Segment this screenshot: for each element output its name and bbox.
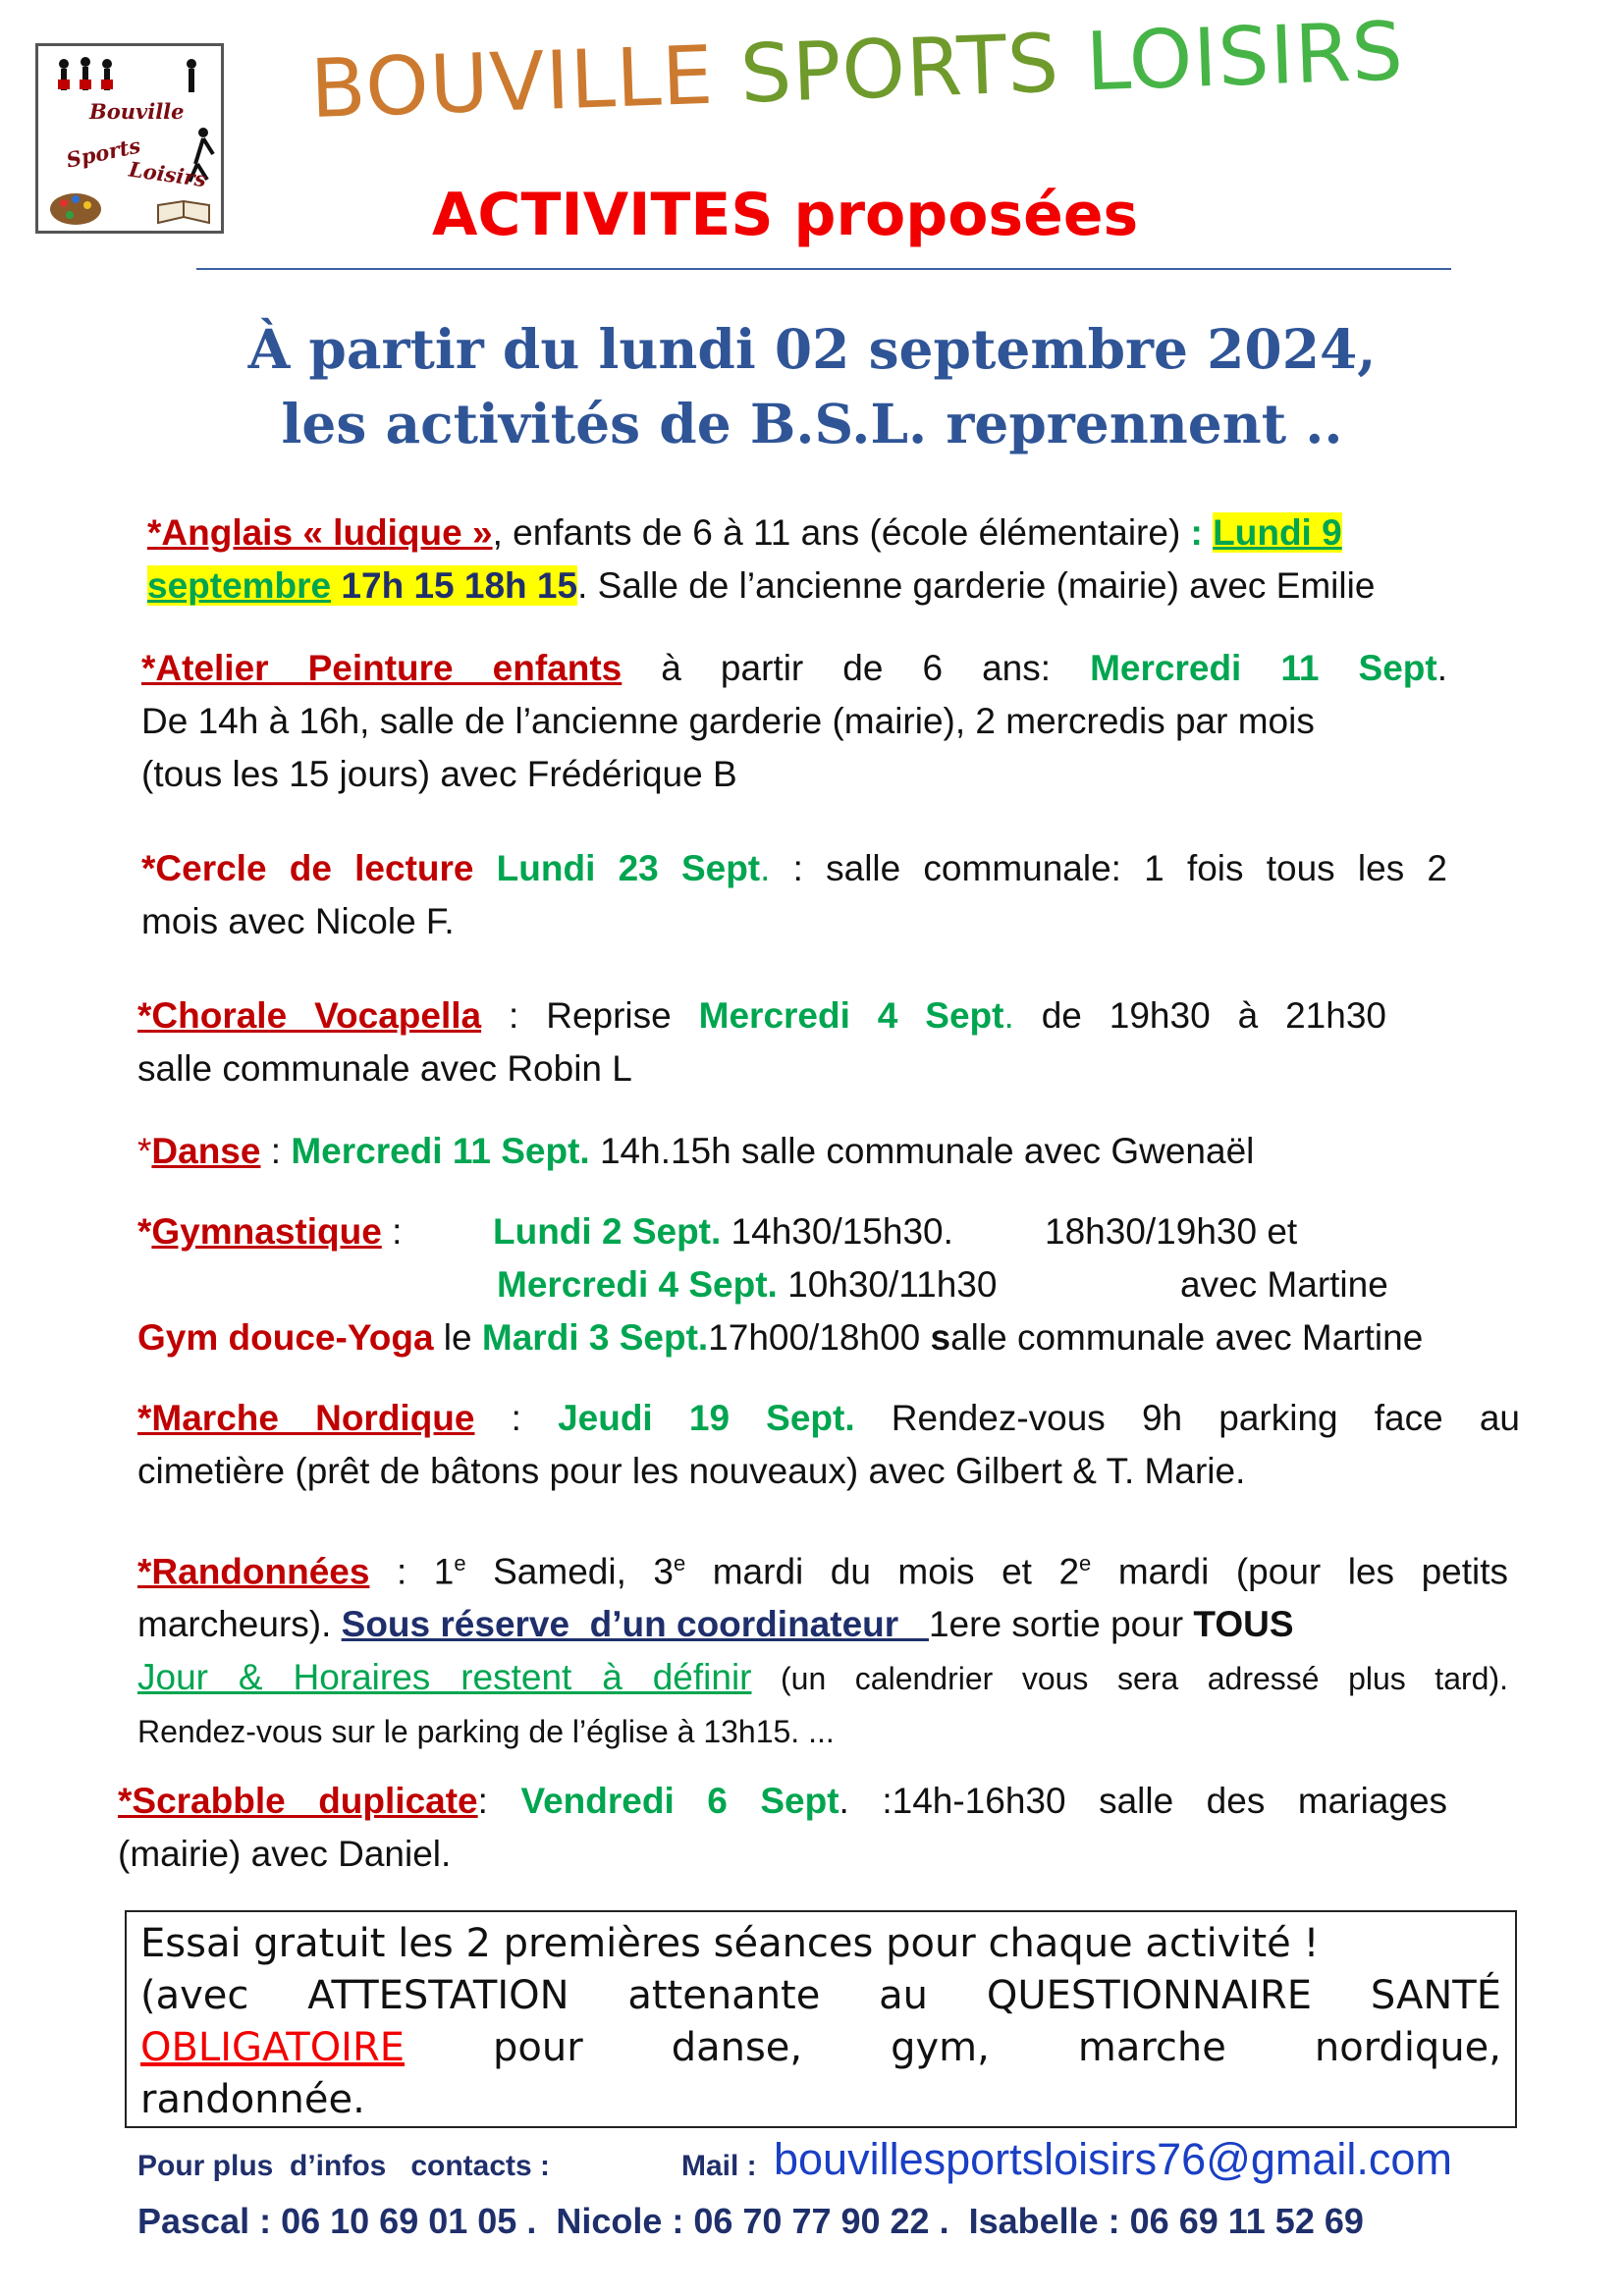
activity-colon: :: [477, 1781, 521, 1821]
activity-colon: :: [474, 1398, 559, 1438]
activity-text: mardi du mois et 2: [685, 1551, 1080, 1592]
page-title: [309, 5, 1406, 136]
headline: [0, 312, 1624, 461]
superscript: e: [673, 1551, 686, 1575]
logo-line3: Loisirs: [127, 156, 208, 192]
header-divider: [196, 268, 1451, 270]
activity-colon: :: [260, 1131, 292, 1171]
superscript: e: [1079, 1551, 1092, 1575]
notice-line: (avec ATTESTATION attenante au QUESTIONNAIRE SANTÉ: [140, 1973, 1501, 2018]
activity-text: 14h.15h salle communale avec Gwenaël: [589, 1131, 1255, 1171]
activity-note: Sous réserve d’un coordinateur: [341, 1604, 929, 1645]
phone-numbers: Pascal : 06 10 69 01 05 . Nicole : 06 70 77 90 22 . Isabelle : 06 69 11 52 69: [137, 2201, 1364, 2241]
activity-name: *Cercle de lecture: [141, 848, 474, 888]
activity-scrabble: [118, 1775, 1447, 1881]
activity-text: 1ere sortie pour: [928, 1604, 1194, 1645]
activity-name-yoga: Gym douce-Yoga: [137, 1317, 434, 1358]
activity-text: TOUS: [1193, 1604, 1294, 1645]
activity-text: (tous les 15 jours) avec Frédérique B: [141, 754, 737, 794]
activity-dot: .: [839, 1781, 849, 1821]
notice-box: [125, 1910, 1517, 2128]
activity-gym: [137, 1205, 1551, 1364]
activity-text: (mairie) avec Daniel.: [118, 1834, 452, 1874]
activity-colon: :: [1190, 512, 1214, 553]
activity-date: Mercredi 4 Sept.: [497, 1264, 778, 1305]
activity-text: mardi (pour les petits: [1091, 1551, 1509, 1592]
activity-text: Rendez-vous sur le parking de l’église à 13h15. ...: [137, 1714, 835, 1750]
title-word-loisirs: LOISIRS: [1084, 5, 1406, 110]
headline-line2: les activités de B.S.L. reprennent ..: [281, 392, 1343, 455]
activity-text: alle communale avec Martine: [950, 1317, 1424, 1358]
activity-text: salle communale avec Robin L: [137, 1048, 632, 1089]
activity-text: cimetière (prêt de bâtons pour les nouveaux) avec Gilbert & T. Marie.: [137, 1451, 1246, 1491]
activity-star: *: [137, 1131, 152, 1171]
activity-text: Samedi, 3: [465, 1551, 674, 1592]
activity-date: Lundi 2 Sept.: [493, 1211, 722, 1252]
activity-name: *Marche Nordique: [137, 1398, 475, 1438]
activity-time: 18h30/19h30 et: [1045, 1211, 1298, 1252]
activity-text: le: [433, 1317, 482, 1358]
activity-date: Lundi 23 Sept: [473, 848, 761, 888]
activity-name: *Anglais « ludique »: [147, 512, 493, 553]
activity-rando: [137, 1537, 1508, 1758]
activity-time: 14h30/15h30.: [721, 1211, 953, 1252]
palette-icon: [46, 189, 105, 229]
activity-time: 10h30/11h30: [777, 1264, 998, 1305]
notice-line: Essai gratuit les 2 premières séances pour chaque activité !: [140, 1921, 1320, 1966]
activity-date: Mercredi 4 Sept: [698, 995, 1004, 1036]
activity-time: 17h00/18h00: [708, 1317, 931, 1358]
activity-name: Gymnastique: [151, 1211, 382, 1252]
activity-date: Vendredi 6 Sept: [520, 1781, 839, 1821]
headline-line1: À partir du lundi 02 septembre 2024,: [247, 317, 1377, 381]
page-subtitle: ACTIVITES proposées: [432, 181, 1139, 249]
activity-text: : salle communale: 1 fois tous les 2: [770, 848, 1447, 888]
activity-text: , enfants de 6 à 11 ans (école élémentaire): [492, 512, 1191, 553]
activity-peinture: [141, 642, 1447, 801]
activity-text: à partir de 6 ans:: [622, 648, 1091, 688]
activity-name: *Atelier Peinture enfants: [141, 648, 623, 688]
activity-text: : Reprise: [481, 995, 699, 1036]
activity-name: Danse: [151, 1131, 261, 1171]
activity-star: *: [137, 1211, 152, 1252]
title-word-bouville: BOUVILLE: [308, 28, 716, 136]
activity-name: *Scrabble duplicate: [118, 1781, 478, 1821]
mail-link[interactable]: bouvillesportsloisirs76@gmail.com: [774, 2134, 1452, 2184]
logo: [35, 43, 224, 234]
activity-dot: .: [1436, 648, 1447, 688]
notice-obligatoire: OBLIGATOIRE: [140, 2025, 406, 2070]
activity-name: *Randonnées: [137, 1551, 370, 1592]
logo-line2: Sports: [64, 133, 143, 173]
contacts-label: Pour plus d’infos contacts :: [137, 2150, 551, 2182]
activity-date-cont: septembre: [147, 565, 332, 606]
activity-lecture: [141, 842, 1447, 948]
title-word-sports: SPORTS: [738, 17, 1061, 122]
activity-text: marcheurs).: [137, 1604, 342, 1645]
activity-time: 17h 15 18h 15: [331, 565, 578, 606]
activity-date: Jeudi 19 Sept.: [558, 1398, 855, 1438]
activity-dot: .: [1003, 995, 1014, 1036]
activity-text: s: [930, 1317, 951, 1358]
logo-line1: Bouville: [89, 99, 185, 124]
activity-date: Jour & Horaires restent à définir: [137, 1657, 752, 1698]
superscript: e: [454, 1551, 466, 1575]
activity-name: *Chorale Vocapella: [137, 995, 482, 1036]
activity-date: Mercredi 11 Sept: [1090, 648, 1437, 688]
activity-date: Mercredi 11 Sept.: [291, 1131, 590, 1171]
activity-marche: [137, 1392, 1520, 1498]
activity-danse: [137, 1125, 1254, 1178]
activity-chorale: [137, 989, 1386, 1095]
activity-text: : 1: [369, 1551, 455, 1592]
activity-text: avec Martine: [1180, 1264, 1388, 1305]
activity-text: . Salle de l’ancienne garderie (mairie) avec Emilie: [577, 565, 1376, 606]
activity-date: Lundi 9: [1213, 512, 1342, 553]
activity-text: De 14h à 16h, salle de l’ancienne garderie (mairie), 2 mercredis par mois: [141, 701, 1315, 741]
activity-anglais: [147, 507, 1502, 613]
activity-text: Rendez-vous 9h parking face au: [854, 1398, 1520, 1438]
mail-label: Mail :: [681, 2150, 757, 2182]
book-icon: [154, 199, 213, 229]
activity-text: :14h-16h30 salle des mariages: [848, 1781, 1448, 1821]
activity-date: Mardi 3 Sept.: [481, 1317, 709, 1358]
notice-line: randonnée.: [140, 2077, 365, 2122]
activity-text: mois avec Nicole F.: [141, 901, 455, 941]
activity-text: de 19h30 à 21h30: [1013, 995, 1386, 1036]
activity-colon: :: [381, 1211, 403, 1252]
activity-text: (un calendrier vous sera adressé plus tard).: [751, 1661, 1508, 1697]
notice-line: pour danse, gym, marche nordique,: [405, 2025, 1501, 2070]
activity-dot: .: [760, 848, 771, 888]
